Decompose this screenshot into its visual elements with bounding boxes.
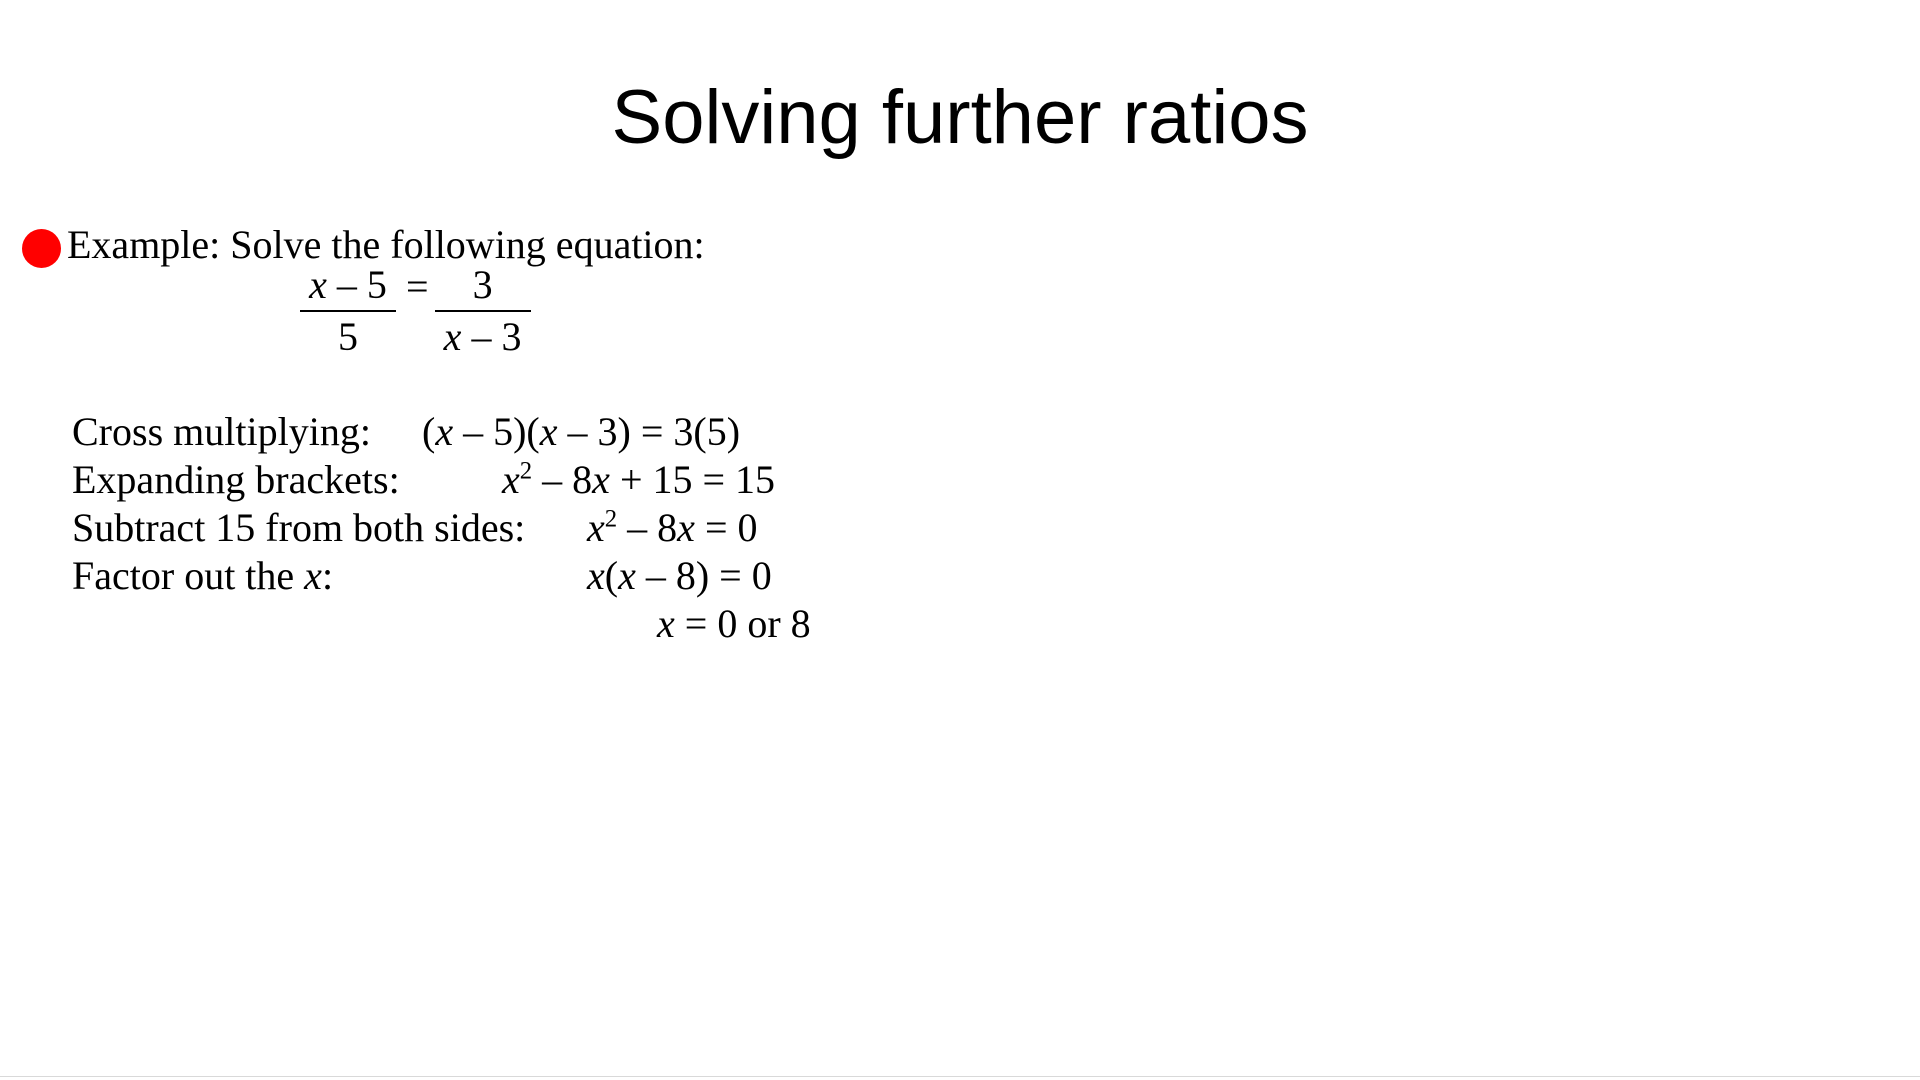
page-title: Solving further ratios xyxy=(611,75,1309,160)
bullet-item-example xyxy=(22,215,705,268)
slide-bottom-edge xyxy=(0,1076,1920,1080)
bullet-item-label: Example: Solve the following equation: xyxy=(67,222,705,267)
bullet-dot-icon xyxy=(22,229,61,268)
step-label: Factor out the x: xyxy=(72,553,334,598)
fraction-right-denominator: x – 3 xyxy=(443,314,522,359)
step-label: Expanding brackets: xyxy=(72,457,400,502)
step-row xyxy=(72,408,811,456)
equation-equals-sign: = xyxy=(406,264,429,309)
step-math: $x^2 - 8x + 15 = 15$ xyxy=(502,457,776,502)
step-row xyxy=(72,456,811,504)
step-row xyxy=(72,504,811,552)
fraction-right xyxy=(435,262,531,360)
solution-steps xyxy=(72,408,811,648)
fraction-left xyxy=(300,262,396,360)
step-row xyxy=(72,600,811,648)
fraction-left-numerator: x – 5 xyxy=(309,262,387,307)
step-row xyxy=(72,552,811,600)
fraction-right-numerator: 3 xyxy=(472,262,493,307)
step-math: x(x – 8) = 0 xyxy=(587,553,772,598)
step-math: (x – 5)(x – 3) = 3(5) xyxy=(422,409,741,454)
equation-block xyxy=(300,262,531,360)
step-math: $x^2 - 8x = 0$ xyxy=(587,505,758,550)
fraction-left-denominator: 5 xyxy=(338,314,358,359)
step-label: Subtract 15 from both sides: xyxy=(72,505,526,550)
step-math: x = 0 or 8 xyxy=(657,601,811,646)
step-label: Cross multiplying: xyxy=(72,409,371,454)
